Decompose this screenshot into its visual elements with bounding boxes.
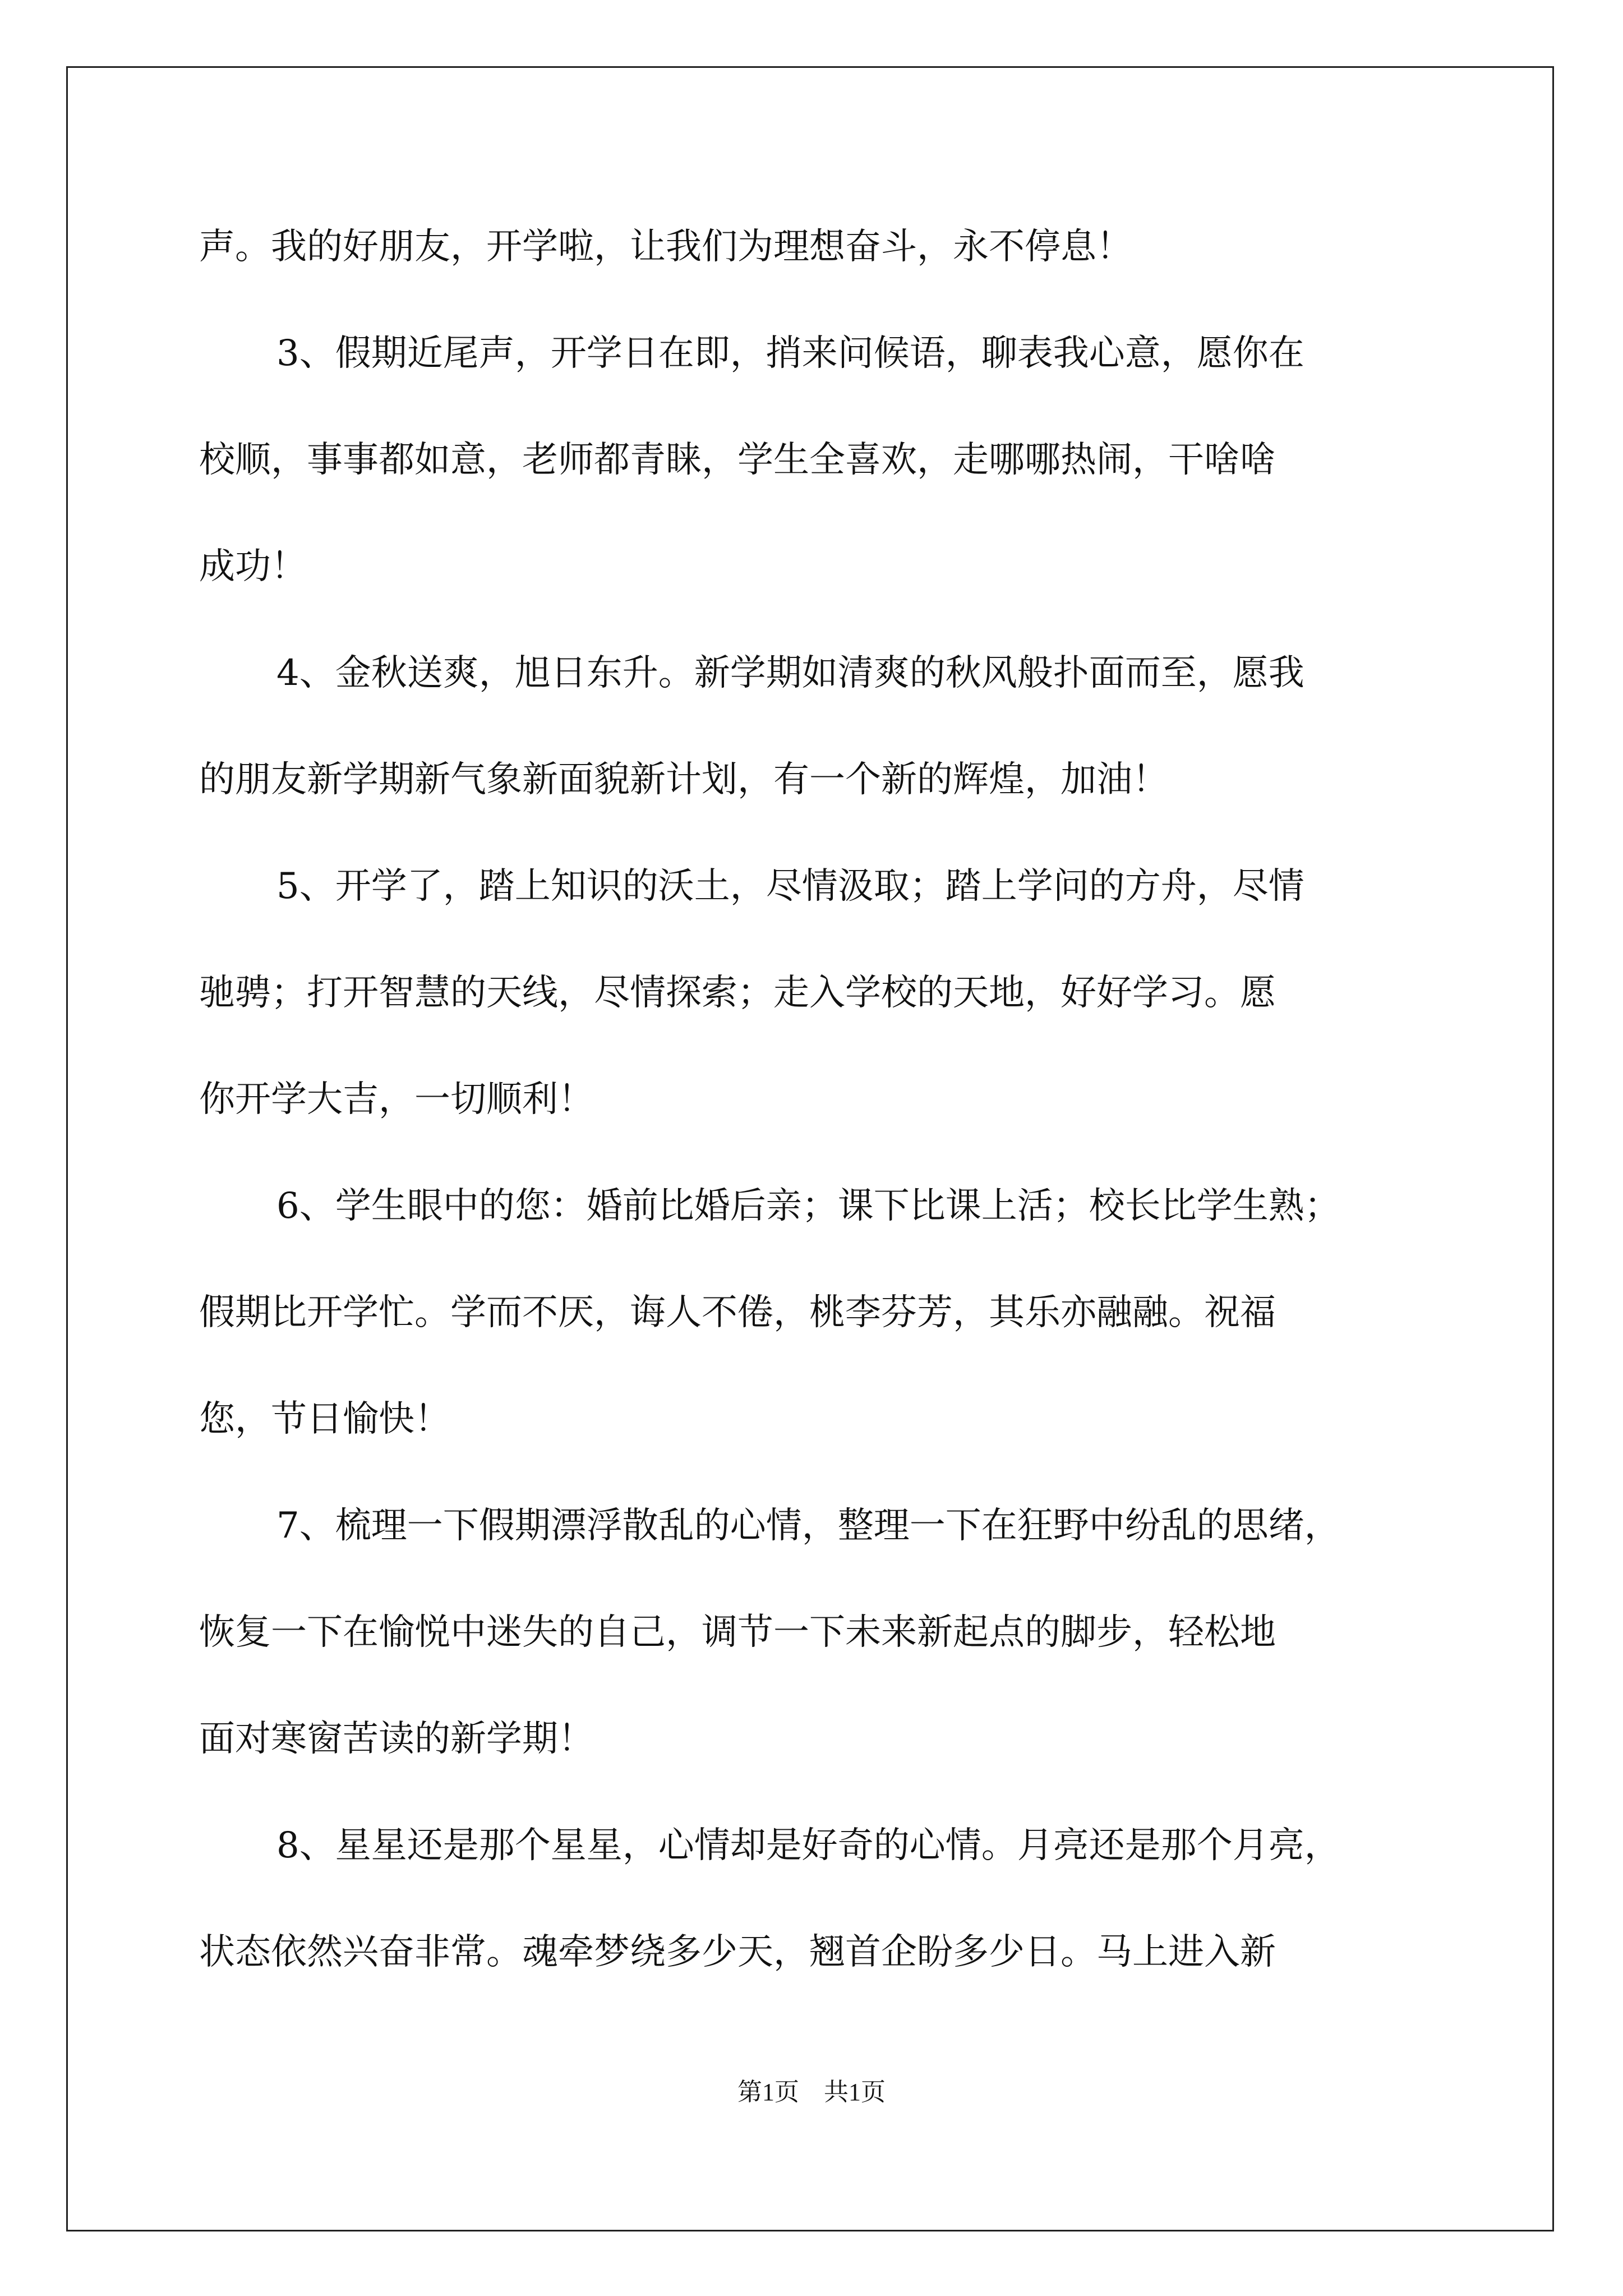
text-line: 恢复一下在愉悦中迷失的自己，调节一下未来新起点的脚步，轻松地 bbox=[199, 1612, 1276, 1653]
text-line: 的朋友新学期新气象新面貌新计划，有一个新的辉煌，加油！ bbox=[199, 759, 1168, 800]
page-footer bbox=[0, 2076, 1623, 2109]
page-number: 第1页 bbox=[737, 2078, 799, 2106]
page-border bbox=[66, 66, 1554, 2231]
text-line: 面对寒窗苦读的新学期！ bbox=[199, 1718, 594, 1760]
text-line: 3、假期近尾声，开学日在即，捎来问候语，聊表我心意，愿你在 bbox=[276, 333, 1304, 374]
text-line: 校顺，事事都如意，老师都青睐，学生全喜欢，走哪哪热闹，干啥啥 bbox=[199, 439, 1276, 481]
text-line: 7、梳理一下假期漂浮散乱的心情，整理一下在狂野中纷乱的思绪， bbox=[276, 1505, 1340, 1547]
text-line: 您，节日愉快！ bbox=[199, 1398, 450, 1440]
text-line: 5、开学了，踏上知识的沃土，尽情汲取；踏上学问的方舟，尽情 bbox=[276, 866, 1304, 907]
text-line: 假期比开学忙。学而不厌，诲人不倦，桃李芬芳，其乐亦融融。祝福 bbox=[199, 1292, 1276, 1333]
text-line: 你开学大吉，一切顺利！ bbox=[199, 1079, 594, 1120]
text-line: 4、金秋送爽，旭日东升。新学期如清爽的秋风般扑面而至，愿我 bbox=[276, 652, 1304, 694]
text-line: 6、学生眼中的您：婚前比婚后亲；课下比课上活；校长比学生熟； bbox=[276, 1185, 1340, 1227]
total-pages: 共1页 bbox=[824, 2078, 886, 2106]
text-line: 8、星星还是那个星星，心情却是好奇的心情。月亮还是那个月亮， bbox=[276, 1825, 1340, 1866]
text-line: 声。我的好朋友，开学啦，让我们为理想奋斗，永不停息！ bbox=[199, 226, 1132, 268]
text-line: 驰骋；打开智慧的天线，尽情探索；走入学校的天地，好好学习。愿 bbox=[199, 972, 1276, 1014]
text-line: 成功！ bbox=[199, 546, 307, 587]
text-line: 状态依然兴奋非常。魂牵梦绕多少天，翘首企盼多少日。马上进入新 bbox=[199, 1931, 1276, 1973]
